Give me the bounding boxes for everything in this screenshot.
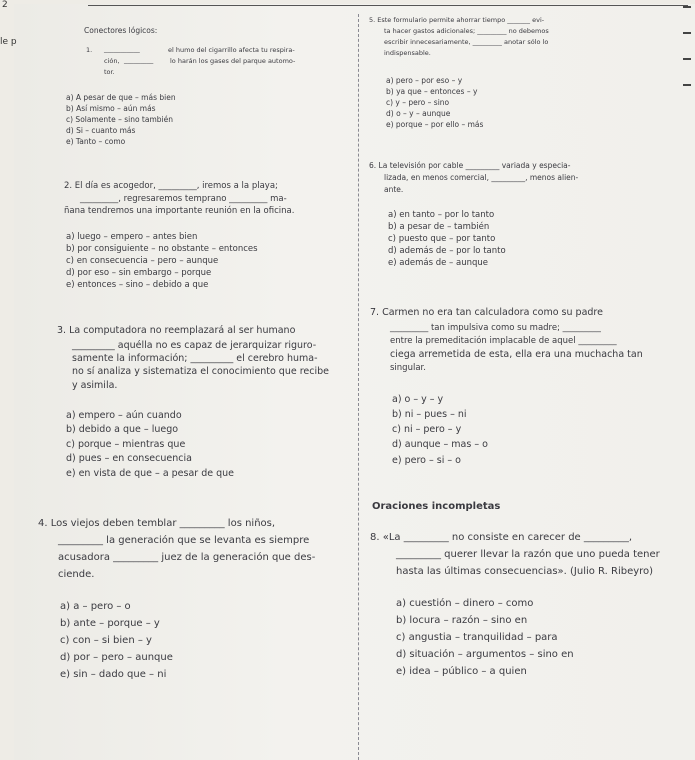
question-text: no sí analiza y sistematiza el conocimiento que recibe — [72, 366, 329, 377]
option: a) A pesar de que – más bien — [66, 93, 176, 102]
question-text: ciega arremetida de esta, ella era una muchacha tan — [390, 349, 643, 360]
question-text: samente la información; _________ el cerebro huma- — [72, 353, 318, 364]
edge-fragment-left: le p — [0, 37, 17, 47]
question-text: ciende. — [58, 569, 95, 580]
edge-mark — [683, 58, 691, 60]
edge-mark — [683, 84, 691, 86]
question-text: acusadora _________ juez de la generación que des- — [58, 552, 316, 563]
option: c) porque – mientras que — [66, 439, 186, 450]
question-text: ta hacer gastos adicionales; _________ no debemos — [384, 27, 549, 35]
question-text: singular. — [390, 363, 426, 373]
question-text: lo harán los gases del parque automo- — [170, 57, 296, 65]
option: b) debido a que – luego — [66, 424, 179, 435]
option: a) cuestión – dinero – como — [396, 598, 534, 609]
question-text: 3. La computadora no reemplazará al ser humano — [57, 325, 296, 336]
option: b) Así mismo – aún más — [66, 104, 156, 113]
question-text: hasta las últimas consecuencias». (Julio R. Ribeyro) — [396, 566, 654, 577]
blank: ___________ — [104, 45, 140, 53]
option: c) en consecuencia – pero – aunque — [66, 256, 219, 266]
option: a) pero – por eso – y — [386, 76, 463, 85]
option: b) ya que – entonces – y — [386, 87, 478, 96]
question-text: _________ la generación que se levanta es siempre — [58, 535, 310, 546]
option: e) entonces – sino – debido a que — [66, 280, 209, 290]
question-text: ñana tendremos una importante reunión en la oficina. — [64, 206, 295, 216]
option: a) a – pero – o — [60, 601, 131, 612]
option: e) porque – por ello – más — [386, 120, 484, 129]
question-text: y asimila. — [72, 380, 118, 391]
question-text: 7. Carmen no era tan calculadora como su padre — [370, 307, 603, 318]
section-heading: Conectores lógicos: — [84, 26, 158, 35]
question-text: lizada, en menos comercial, _________, menos alien- — [384, 173, 579, 182]
question-text: ción, — [104, 57, 120, 65]
option: e) idea – público – a quien — [396, 666, 527, 677]
question-text: indispensable. — [384, 49, 431, 57]
option: d) situación – argumentos – sino en — [396, 649, 574, 660]
option: d) pues – en consecuencia — [66, 453, 192, 464]
option: e) además de – aunque — [388, 258, 488, 268]
question-text: 5. Este formulario permite ahorrar tiempo _______ evi- — [369, 16, 545, 24]
top-rule — [88, 5, 688, 6]
option: e) en vista de que – a pesar de que — [66, 468, 235, 479]
question-text: tor. — [104, 68, 115, 76]
option: d) o – y – aunque — [386, 109, 451, 118]
column-divider — [358, 14, 359, 760]
question-text: _________ aquélla no es capaz de jerarquizar riguro- — [72, 340, 317, 351]
edge-mark — [683, 6, 691, 8]
option: c) ni – pero – y — [392, 424, 462, 435]
option: e) sin – dado que – ni — [60, 669, 167, 680]
question-text: 8. «La _________ no consiste en carecer de _________, — [370, 532, 633, 543]
edge-mark — [683, 32, 691, 34]
question-text: el humo del cigarrillo afecta tu respira- — [168, 46, 295, 54]
option: b) por consiguiente – no obstante – entonces — [66, 244, 258, 254]
question-text: ante. — [384, 185, 404, 194]
question-text: _________, regresaremos temprano _________ ma- — [80, 194, 287, 204]
question-text: entre la premeditación implacable de aquel _________ — [390, 336, 617, 346]
option: b) ante – porque – y — [60, 618, 160, 629]
option: d) por eso – sin embargo – porque — [66, 268, 212, 278]
option: b) ni – pues – ni — [392, 409, 467, 420]
edge-fragment-top: 2 — [2, 0, 8, 10]
option: a) o – y – y — [392, 394, 444, 405]
option: c) con – si bien – y — [60, 635, 152, 646]
blank: _________ — [124, 56, 154, 64]
option: c) y – pero – sino — [386, 98, 450, 107]
question-text: _________ tan impulsiva como su madre; _________ — [390, 323, 601, 333]
option: d) Si – cuanto más — [66, 126, 136, 135]
option: d) aunque – mas – o — [392, 439, 488, 450]
question-text: 4. Los viejos deben temblar _________ los niños, — [38, 518, 276, 529]
question-text: 6. La televisión por cable _________ variada y especia- — [369, 161, 571, 170]
question-text: 2. El día es acogedor, _________, iremos a la playa; — [64, 181, 278, 191]
option: e) Tanto – como — [66, 137, 126, 146]
option: a) en tanto – por lo tanto — [388, 210, 495, 220]
option: a) luego – empero – antes bien — [66, 232, 198, 242]
option: e) pero – si – o — [392, 455, 461, 466]
question-text: escribir innecesariamente, _________ anotar sólo lo — [384, 38, 549, 46]
option: c) Solamente – sino también — [66, 115, 173, 124]
option: b) locura – razón – sino en — [396, 615, 528, 626]
option: d) además de – por lo tanto — [388, 246, 506, 256]
question-number: 1. — [86, 46, 93, 54]
option: c) puesto que – por tanto — [388, 234, 496, 244]
option: a) empero – aún cuando — [66, 410, 182, 421]
option: b) a pesar de – también — [388, 222, 490, 232]
section-heading: Oraciones incompletas — [372, 501, 501, 512]
option: d) por – pero – aunque — [60, 652, 173, 663]
option: c) angustia – tranquilidad – para — [396, 632, 558, 643]
question-text: _________ querer llevar la razón que uno pueda tener — [396, 549, 660, 560]
